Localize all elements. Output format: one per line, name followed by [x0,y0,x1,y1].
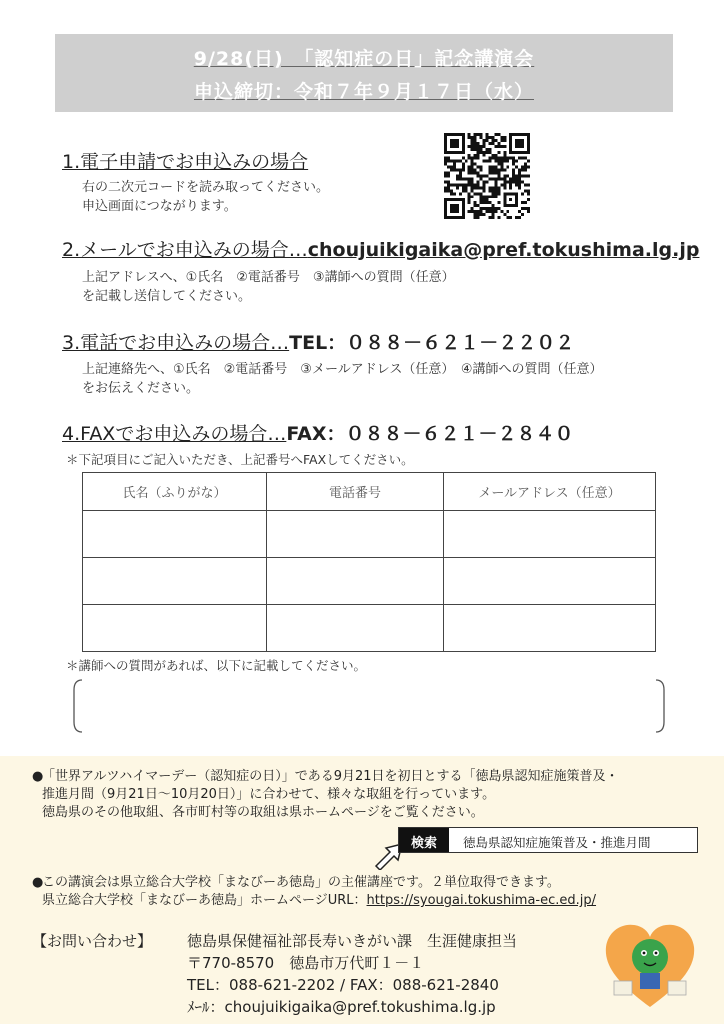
email-cell[interactable] [444,558,656,605]
contact-details: 徳島県保健福祉部長寿いきがい課 生涯健康担当 〒770-8570 徳島市万代町１－１ TEL：088-621-2202 / FAX：088-621-2840 ﾒｰﾙ：choujuikigaika@pref.tokushima.lg.jp [187,932,518,1016]
table-row [83,558,656,605]
fax-note: ＊下記項目にご記入いただき、上記番号へFAXしてください。 [66,452,414,467]
event-header [55,34,673,112]
question-box[interactable] [72,678,666,734]
info-bullet-2: ●この講演会は県立総合大学校「まなびーあ徳島」の主催講座です。２単位取得できます。 県立総合大学校「まなびーあ徳島」ホームページURL：https://syougai.tokushima-ec.ed.jp/ [32,875,597,908]
name-cell[interactable] [83,511,267,558]
question-note: ＊講師への質問があれば、以下に記載してください。 [66,658,367,673]
email-address[interactable]: choujuikigaika@pref.tokushima.lg.jp [307,239,700,261]
phone-cell[interactable] [267,605,444,652]
event-title: 9/28(日) 「認知症の日」記念講演会 [193,48,535,70]
col-email: メールアドレス（任意） [444,473,656,511]
qr-code-icon[interactable] [444,133,530,219]
email-cell[interactable] [444,605,656,652]
email-cell[interactable] [444,511,656,558]
search-query: 徳島県認知症施策普及・推進月間 [463,835,651,850]
info-bullet-1: ●「世界アルツハイマーデー（認知症の日）」である9月21日を初日とする「徳島県認知症施策普及・ 推進月間（9月21日～10月20日）」に合わせて、様々な取組を行っています。 徳島県のその他取組、各市町村等の取組は県ホームページをご覧ください。 [32,769,619,820]
phone-cell[interactable] [267,511,444,558]
fax-form-table [82,472,656,652]
fax-number: FAX：０８８－６２１－２８４０ [286,423,574,445]
section-3-title: 3.電話でお申込みの場合…TEL：０８８－６２１－２２０２ [62,332,575,354]
table-row [83,605,656,652]
homepage-link[interactable]: https://syougai.tokushima-ec.ed.jp/ [366,893,597,908]
tel-number[interactable]: TEL：０８８－６２１－２２０２ [289,332,575,354]
col-phone: 電話番号 [267,473,444,511]
phone-cell[interactable] [267,558,444,605]
name-cell[interactable] [83,605,267,652]
section-3-body: 上記連絡先へ、①氏名 ②電話番号 ③メールアドレス（任意） ④講師への質問（任意） をお伝えください。 [82,362,603,396]
name-cell[interactable] [83,558,267,605]
contact-label: 【お問い合わせ】 [32,932,153,950]
deadline: 申込締切：令和７年９月１７日（水） [193,81,534,103]
search-label[interactable]: 検索 [399,828,449,852]
section-2-title: 2.メールでお申込みの場合…choujuikigaika@pref.tokushima.lg.jp [62,239,700,261]
section-1-body: 右の二次元コードを読み取ってください。 申込画面につながります。 [82,180,330,214]
col-name: 氏名（ふりがな） [83,473,267,511]
search-box[interactable] [398,827,698,853]
contact-email[interactable]: choujuikigaika@pref.tokushima.lg.jp [224,998,496,1016]
section-4-title: 4.FAXでお申込みの場合…FAX：０８８－６２１－２８４０ [62,423,574,445]
section-2-body: 上記アドレスへ、①氏名 ②電話番号 ③講師への質問（任意） を記載し送信してください。 [82,270,455,304]
mascot-heart-icon [600,915,700,1015]
section-1-title: 1.電子申請でお申込みの場合 [62,151,309,173]
table-row [83,511,656,558]
